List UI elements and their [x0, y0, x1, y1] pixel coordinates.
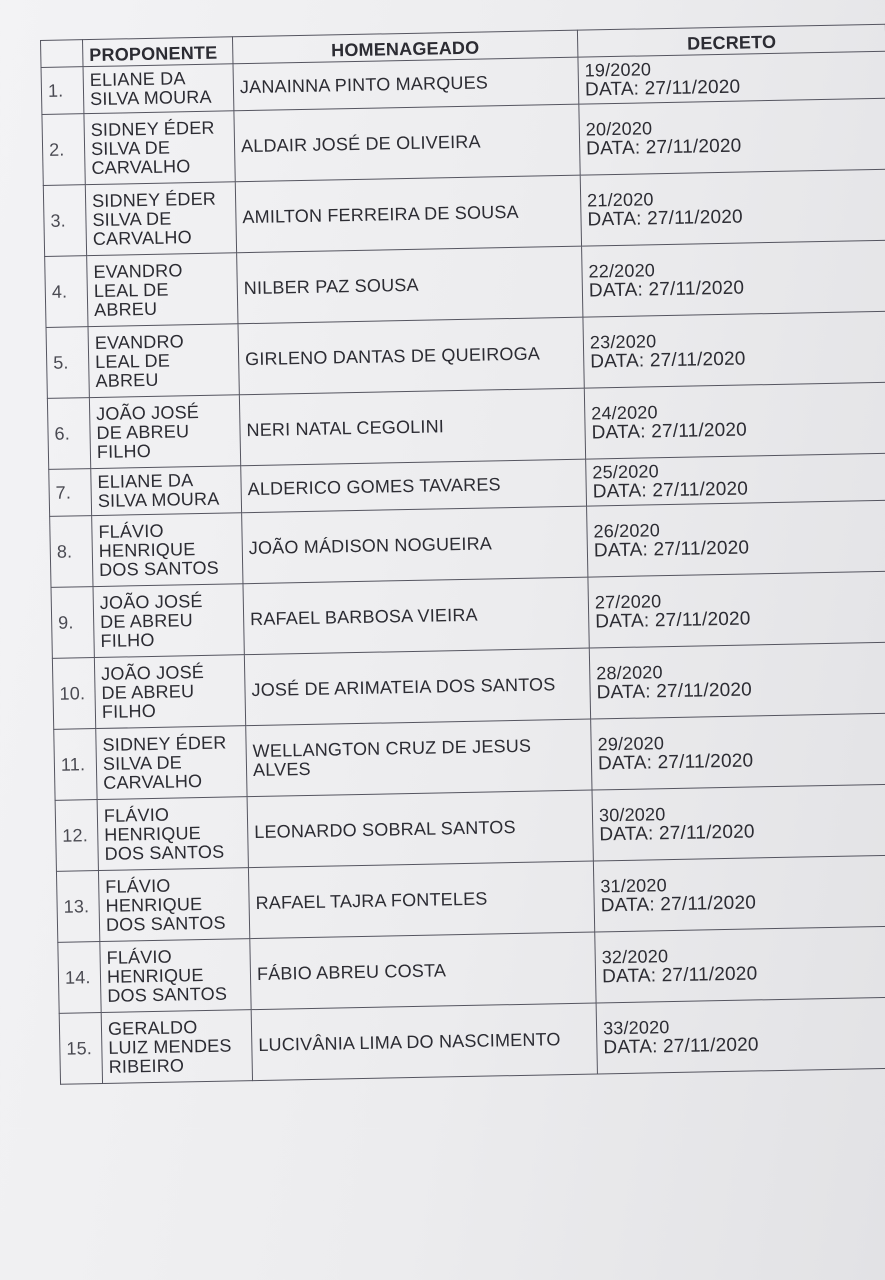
honoree-cell: JOÃO MÁDISON NOGUEIRA: [242, 506, 588, 584]
proponent-line: DOS SANTOS: [105, 912, 226, 935]
decree-number: 25/2020: [592, 461, 660, 483]
proponent-cell: [85, 182, 236, 256]
decree-cell: [580, 169, 885, 246]
decree-date: DATA: 27/11/2020: [585, 135, 742, 160]
proponent-line: ABREU: [93, 298, 158, 320]
header-number: [41, 40, 84, 68]
decree-number: 21/2020: [586, 189, 654, 211]
decree-cell: [591, 713, 885, 790]
decree-cell: [582, 240, 885, 317]
proponent-line: LEAL DE: [94, 350, 171, 372]
document-sheet: [40, 24, 885, 1085]
header-honoree: HOMENAGEADO: [232, 30, 577, 64]
decree-number: 20/2020: [585, 118, 653, 140]
proponent-line: EVANDRO: [93, 259, 183, 282]
proponent-line: GERALDO: [107, 1016, 198, 1039]
proponent-line: SILVA DE: [90, 137, 171, 159]
proponent-line: DOS SANTOS: [107, 983, 228, 1006]
proponent-cell: [93, 584, 244, 658]
decree-number: 19/2020: [584, 59, 652, 81]
decree-date: DATA: 27/11/2020: [595, 608, 751, 633]
decree-number: 30/2020: [598, 804, 666, 826]
honoree-cell: GIRLENO DANTAS DE QUEIROGA: [238, 317, 584, 395]
proponent-line: SILVA MOURA: [89, 86, 212, 110]
proponent-cell: [91, 466, 242, 516]
honoree-cell: ALDAIR JOSÉ DE OLIVEIRA: [234, 104, 580, 182]
proponent-line: HENRIQUE: [105, 893, 203, 916]
proponent-line: CARVALHO: [103, 770, 203, 793]
decree-cell: [583, 311, 885, 388]
row-number: 8.: [50, 516, 93, 588]
proponent-line: HENRIQUE: [106, 964, 204, 987]
decree-date: DATA: 27/11/2020: [597, 750, 754, 775]
decree-cell: [592, 784, 885, 861]
decree-cell: [578, 51, 885, 104]
proponent-cell: [101, 1010, 252, 1084]
honoree-cell: LUCIVÂNIA LIMA DO NASCIMENTO: [251, 1003, 597, 1081]
decree-cell: [587, 500, 885, 577]
decree-date: DATA: 27/11/2020: [590, 348, 746, 373]
honoree-cell: WELLANGTON CRUZ DE JESUS ALVES: [246, 719, 592, 797]
decree-cell: [595, 926, 885, 1003]
decree-number: 28/2020: [596, 662, 663, 684]
decree-date: DATA: 27/11/2020: [603, 1034, 759, 1059]
row-number: 14.: [58, 942, 101, 1014]
decree-date: DATA: 27/11/2020: [600, 892, 757, 917]
row-number: 3.: [43, 185, 86, 257]
proponent-line: FILHO: [100, 629, 155, 651]
proponent-cell: [89, 395, 240, 469]
decree-number: 29/2020: [597, 733, 665, 755]
proponent-line: ELIANE DA: [89, 68, 186, 91]
row-number: 2.: [42, 114, 85, 186]
proponent-line: LEAL DE: [93, 279, 169, 301]
decree-date: DATA: 27/11/2020: [599, 821, 755, 846]
proponent-line: FILHO: [101, 700, 157, 722]
decree-cell: [584, 382, 885, 459]
decree-number: 23/2020: [589, 331, 657, 353]
row-number: 9.: [51, 587, 94, 659]
decree-date: DATA: 27/11/2020: [584, 76, 741, 101]
proponent-line: ABREU: [95, 369, 159, 391]
honoree-cell: RAFAEL BARBOSA VIEIRA: [243, 577, 589, 655]
decree-date: DATA: 27/11/2020: [593, 537, 750, 562]
proponent-line: HENRIQUE: [98, 538, 196, 561]
proponent-line: JOÃO JOSÉ: [99, 590, 203, 613]
row-number: 11.: [54, 729, 97, 801]
proponent-line: SIDNEY ÉDER: [91, 188, 217, 211]
row-number: 1.: [41, 67, 84, 115]
decree-cell: [586, 453, 885, 506]
row-number: 12.: [55, 800, 98, 872]
proponent-line: HENRIQUE: [104, 822, 202, 845]
proponent-line: JOÃO JOSÉ: [100, 661, 205, 684]
honoree-cell: JOSÉ DE ARIMATEIA DOS SANTOS: [244, 648, 590, 726]
honoree-cell: FÁBIO ABREU COSTA: [250, 932, 596, 1010]
decree-cell: [579, 98, 885, 175]
decree-date: DATA: 27/11/2020: [591, 419, 748, 444]
proponent-cell: [98, 868, 249, 942]
decree-number: 32/2020: [601, 946, 669, 968]
proponent-cell: [94, 655, 245, 729]
row-number: 5.: [46, 327, 89, 399]
row-number: 13.: [56, 871, 99, 943]
proponent-cell: [100, 939, 251, 1013]
proponent-line: SILVA DE: [92, 208, 172, 230]
decree-number: 26/2020: [593, 520, 661, 542]
proponent-line: CARVALHO: [91, 155, 191, 178]
proponent-cell: [92, 513, 243, 587]
proponent-line: SILVA DE: [102, 751, 183, 774]
proponent-line: DE ABREU: [101, 680, 195, 703]
proponent-line: LUIZ MENDES: [108, 1035, 232, 1058]
honoree-cell: AMILTON FERREIRA DE SOUSA: [235, 175, 581, 253]
row-number: 10.: [52, 658, 95, 730]
proponent-cell: [83, 64, 234, 114]
decree-cell: [593, 855, 885, 932]
proponent-line: DE ABREU: [99, 609, 193, 632]
proponent-line: SIDNEY ÉDER: [102, 732, 227, 755]
row-number: 15.: [59, 1013, 102, 1085]
table-body: [41, 51, 885, 1084]
proponent-cell: [87, 253, 238, 327]
proponent-line: DOS SANTOS: [98, 557, 220, 580]
proponent-line: JOÃO JOSÉ: [95, 401, 200, 424]
honoree-cell: RAFAEL TAJRA FONTELES: [248, 861, 594, 939]
proponent-line: CARVALHO: [92, 226, 192, 249]
decree-number: 31/2020: [600, 875, 668, 897]
proponent-line: DOS SANTOS: [104, 841, 225, 864]
proponent-line: FLÁVIO: [106, 946, 173, 968]
decree-number: 24/2020: [591, 402, 658, 424]
proponent-line: RIBEIRO: [108, 1054, 185, 1077]
row-number: 4.: [45, 256, 88, 328]
decree-cell: [588, 571, 885, 648]
header-decree: DECRETO: [577, 24, 885, 57]
table-row: [59, 997, 885, 1084]
proponent-line: EVANDRO: [94, 330, 185, 353]
decree-date: DATA: 27/11/2020: [588, 277, 745, 302]
proponent-cell: [96, 726, 247, 800]
honors-table: [40, 24, 885, 1085]
decree-date: DATA: 27/11/2020: [592, 478, 749, 503]
proponent-line: FLÁVIO: [103, 804, 170, 826]
proponent-line: FILHO: [96, 440, 152, 462]
proponent-line: FLÁVIO: [98, 520, 164, 542]
proponent-line: SILVA MOURA: [97, 488, 220, 511]
proponent-line: SIDNEY ÉDER: [90, 117, 215, 140]
proponent-line: FLÁVIO: [105, 875, 171, 897]
header-proponent: PROPONENTE: [83, 37, 233, 67]
proponent-line: ELIANE DA: [97, 470, 194, 492]
decree-cell: [589, 642, 885, 719]
decree-cell: [596, 997, 885, 1074]
decree-date: DATA: 27/11/2020: [601, 963, 758, 988]
decree-date: DATA: 27/11/2020: [587, 206, 744, 231]
proponent-cell: [97, 797, 248, 871]
proponent-line: DE ABREU: [96, 420, 190, 443]
honoree-cell: ALDERICO GOMES TAVARES: [241, 459, 587, 513]
decree-date: DATA: 27/11/2020: [596, 679, 753, 704]
decree-number: 27/2020: [594, 591, 662, 613]
decree-number: 22/2020: [588, 260, 656, 282]
proponent-cell: [84, 111, 235, 185]
honoree-cell: NILBER PAZ SOUSA: [237, 246, 583, 324]
row-number: 6.: [47, 398, 90, 470]
honoree-cell: LEONARDO SOBRAL SANTOS: [247, 790, 593, 868]
honoree-cell: NERI NATAL CEGOLINI: [239, 388, 585, 466]
row-number: 7.: [49, 469, 92, 517]
decree-number: 33/2020: [602, 1017, 670, 1039]
honoree-cell: JANAINNA PINTO MARQUES: [233, 57, 579, 111]
proponent-cell: [88, 324, 239, 398]
